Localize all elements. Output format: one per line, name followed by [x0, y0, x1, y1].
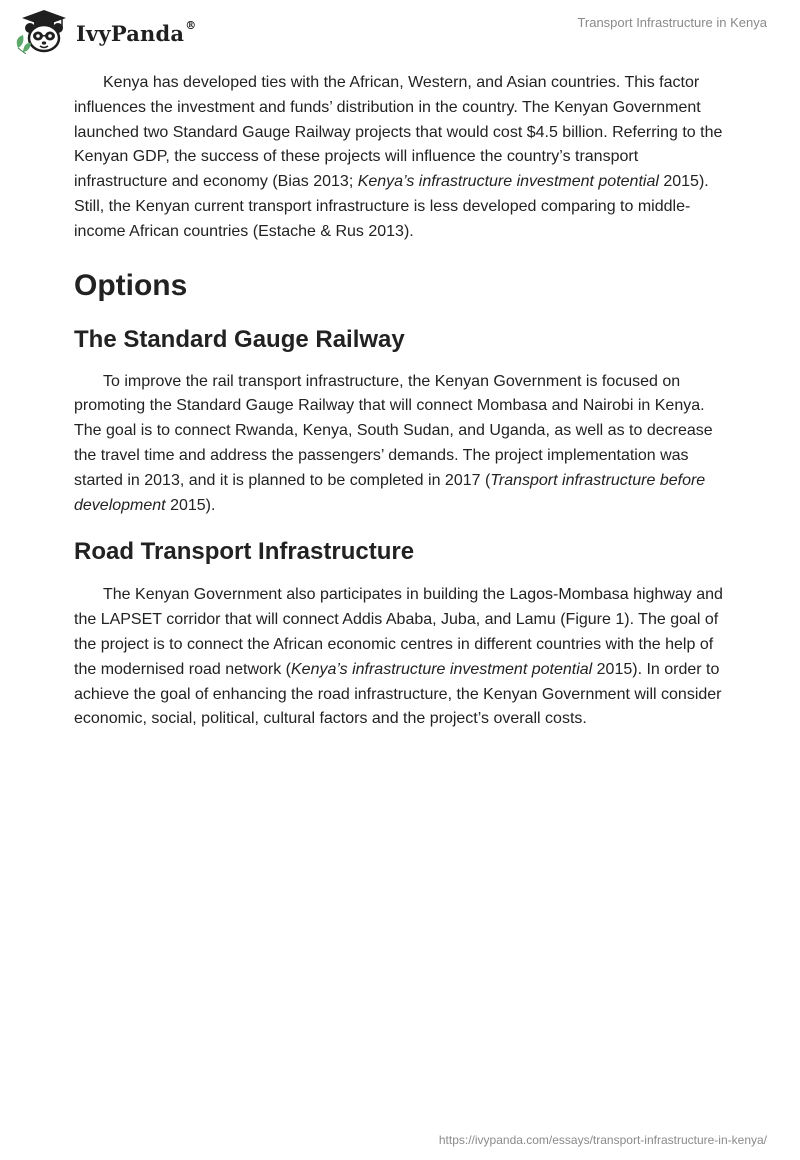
brand-name: IvyPanda® [76, 18, 197, 46]
brand-logo[interactable] [14, 8, 196, 54]
paragraph-road: The Kenyan Government also participates in building the Lagos-Mombasa highway and the LAPSET corridor that will connect Addis Ababa, Juba, and Lamu (Figure 1). The goal of the project is to connect the African economic centres in different countries with the help of the modernised road network (Kenya’s infrastructure investment potential 2015). In order to achieve the goal of enhancing the road infrastructure, the Kenyan Government will consider economic, social, political, cultural factors and the project’s overall costs. [74, 586, 723, 728]
panda-graduate-icon [14, 8, 66, 54]
heading-road-transport: Road Transport Infrastructure [74, 538, 415, 566]
source-url-link[interactable]: https://ivypanda.com/essays/transport-infrastructure-in-kenya/ [438, 1133, 767, 1147]
paragraph-intro: Kenya has developed ties with the African, Western, and Asian countries. This factor influences the investment and funds’ distribution in the country. The Kenyan Government launched two Standard Gauge Railway projects that would cost $4.5 billion. Referring to the Kenyan GDP, the success of these projects will influence the country’s transport infrastructure and economy (Bias 2013; Kenya’s infrastructure investment potential 2015). Still, the Kenyan current transport infrastructure is less developed comparing to middle-income African countries (Estache & Rus 2013). [74, 74, 723, 240]
document-title: Transport Infrastructure in Kenya [577, 15, 767, 30]
page-header [0, 0, 800, 64]
paragraph-railway: To improve the rail transport infrastructure, the Kenyan Government is focused on promoting the Standard Gauge Railway that will connect Mombasa and Nairobi in Kenya. The goal is to connect Rwanda, Kenya, South Sudan, and Uganda, as well as to decrease the travel time and address the passengers’ demands. The project implementation was started in 2013, and it is planned to be completed in 2017 (Transport infrastructure before development 2015). [74, 372, 713, 514]
essay-content [74, 71, 734, 732]
heading-standard-gauge-railway: The Standard Gauge Railway [74, 325, 405, 353]
heading-options: Options [74, 268, 188, 302]
